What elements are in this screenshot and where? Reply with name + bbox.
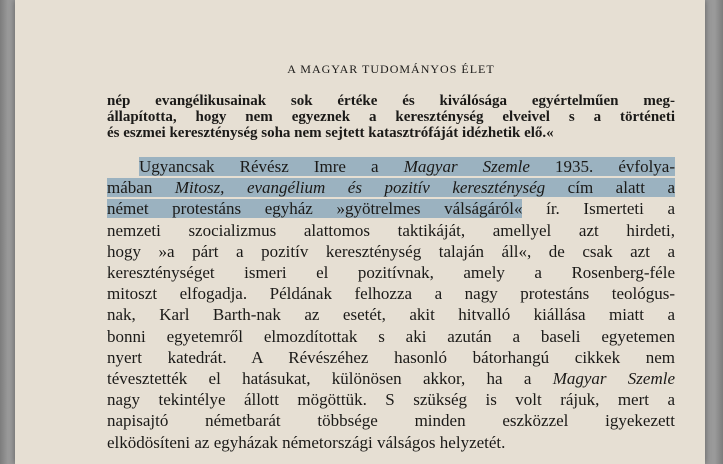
paragraph-line-13: napisajtó németbarát többsége minden eszközzel igyekezett (107, 411, 675, 431)
paragraph-line-5: hogy »a párt a pozitív kereszténység talaján áll«, de csak azt a (107, 241, 675, 261)
paragraph-line-11 (107, 368, 675, 389)
highlighted-text[interactable]: német protestáns egyház »gyötrelmes válságáról« (107, 199, 523, 219)
italic-title: Mitosz, evangélium és pozitív kereszténység (174, 178, 546, 198)
paragraph-line: állapította, hogy nem egyeznek a kereszténység elveivel s a történeti (107, 109, 675, 125)
scanned-page (15, 0, 705, 464)
text-run: 1935. évfolya- (555, 157, 676, 176)
paragraph-line: és eszmei kereszténység soha nem sejtett katasztrófáját idézhetik elő.« (107, 125, 554, 141)
paragraph-line-12: nagy tekintélye állott mögöttük. S szükség is volt rájuk, mert a (107, 390, 675, 410)
paragraph-line-9: bonni egyetemről elmozdítottak s aki azután a baseli egyetemen (107, 326, 675, 346)
text-run: Ugyancsak Révész Imre a (139, 157, 379, 176)
text-run: tévesztették el hatásukat, különösen akkor, ha a (107, 369, 532, 389)
paragraph-line-8: nak, Karl Barth-nak az esetét, akit hitvalló kiállása miatt a (107, 305, 675, 325)
paragraph-line-3 (107, 198, 675, 219)
text-run: ír. Ismerteti a (546, 199, 676, 219)
page-content (107, 62, 675, 453)
paragraph-line: nép evangélikusainak sok értéke és kiválósága egyértelműen meg- (107, 93, 675, 109)
paragraph-line-10: nyert katedrát. A Révészéhez hasonló bátorhangú cikkek nem (107, 347, 675, 367)
paragraph-line-6: kereszténységet ismeri el pozitívnak, amely a Rosenberg-féle (107, 263, 675, 283)
running-head: A MAGYAR TUDOMÁNYOS ÉLET (287, 62, 495, 76)
italic-title: Magyar Szemle (552, 369, 676, 389)
text-run: mában (107, 178, 153, 198)
paragraph-line-2 (107, 177, 675, 198)
paragraph-line-14: elködösíteni az egyházak németországi válságos helyzetét. (107, 432, 506, 452)
paragraph-line-4: nemzeti szocializmus alattomos taktikáját, amellyel azt hirdeti, (107, 220, 675, 240)
text-run: cím alatt a (567, 178, 675, 198)
paragraph-2 (107, 156, 675, 453)
italic-title: Magyar Szemle (403, 157, 530, 176)
paragraph-line-7: mitoszt elfogadja. Példának felhozza a nagy protestáns teológus- (107, 284, 675, 304)
paragraph-1 (107, 93, 675, 141)
paragraph-line-1 (107, 156, 675, 177)
